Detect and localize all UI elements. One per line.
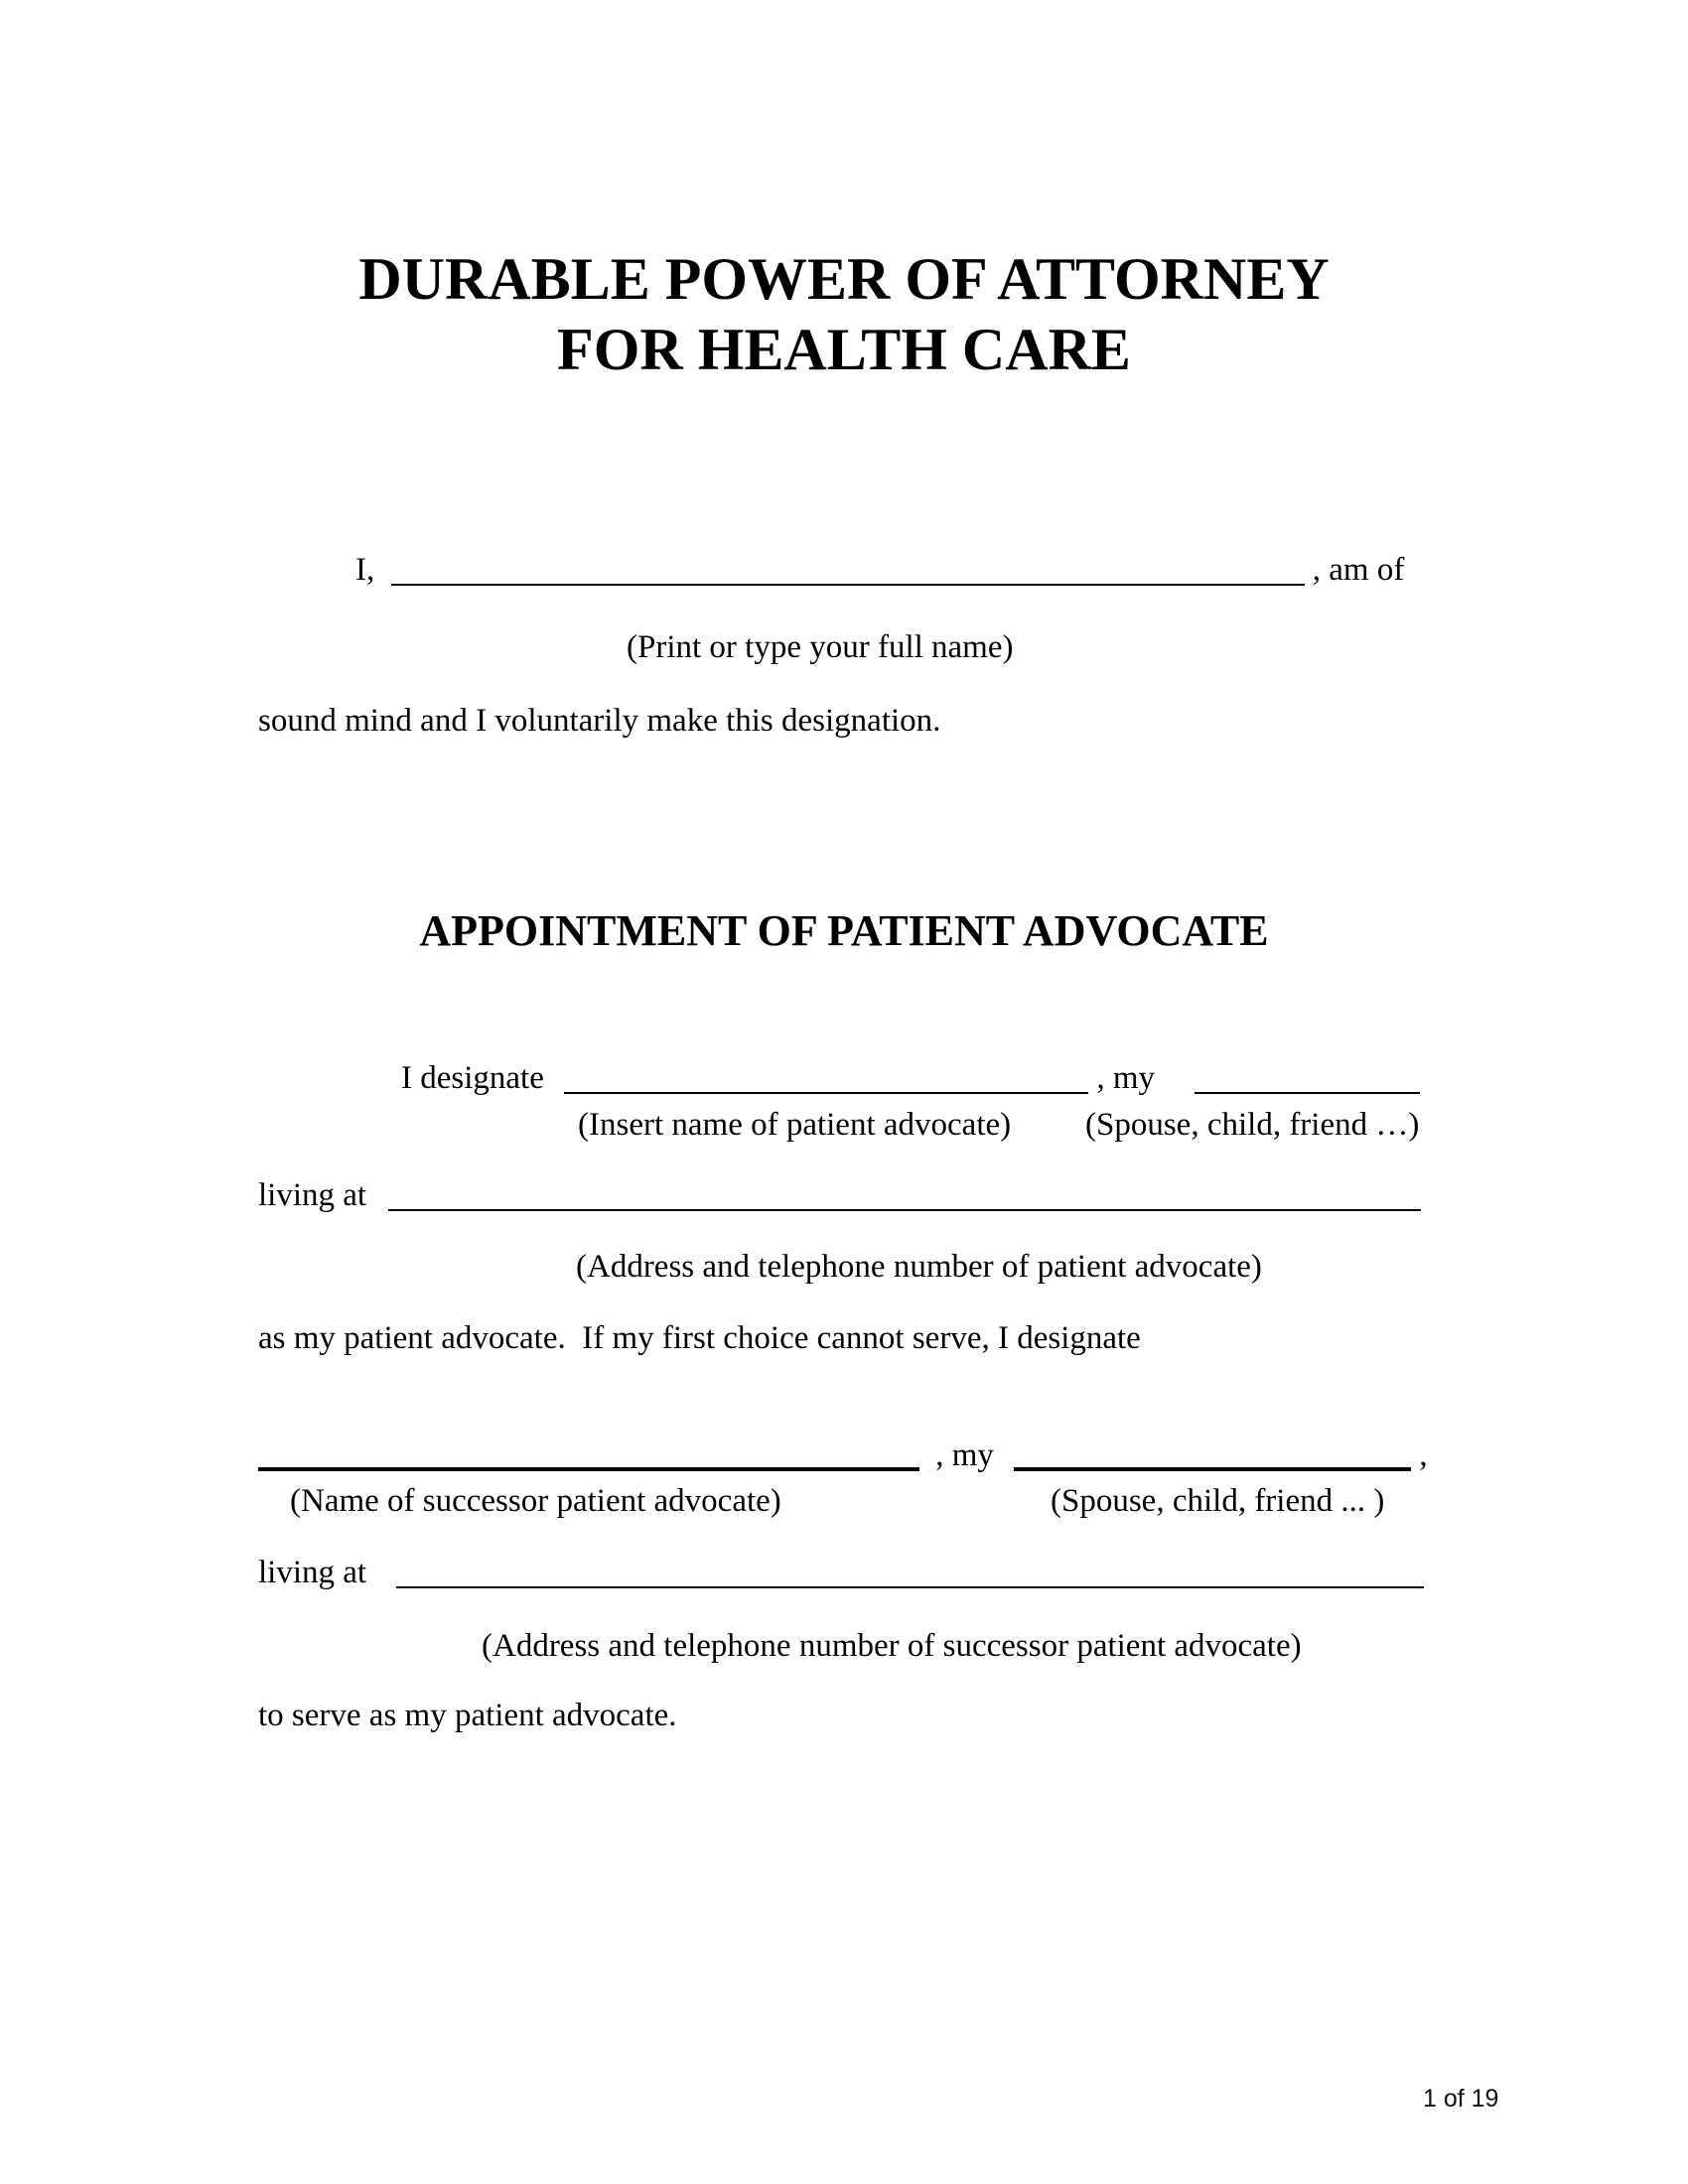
document-title-line2: FOR HEALTH CARE xyxy=(557,317,1131,382)
advocate-address-blank[interactable] xyxy=(388,1181,1421,1211)
successor-relationship-blank[interactable] xyxy=(1014,1439,1411,1471)
section-heading: APPOINTMENT OF PATIENT ADVOCATE xyxy=(419,906,1269,955)
designate-prefix: I designate xyxy=(401,1060,544,1096)
successor-address-blank[interactable] xyxy=(396,1559,1424,1588)
successor-relationship-field-label: (Spouse, child, friend ... ) xyxy=(1051,1483,1385,1519)
fallback-sentence: as my patient advocate. If my first choice cannot serve, I designate xyxy=(258,1320,1141,1356)
successor-trailing-comma: , xyxy=(1419,1437,1428,1473)
successor-address-field-label: (Address and telephone number of successor patient advocate) xyxy=(482,1628,1302,1664)
principal-name-blank[interactable] xyxy=(391,556,1305,586)
declaration-continuation: sound mind and I voluntarily make this designation. xyxy=(258,703,941,739)
advocate-name-blank[interactable] xyxy=(564,1064,1088,1094)
successor-living-at-prefix: living at xyxy=(258,1555,367,1590)
declaration-prefix: I, xyxy=(355,552,375,588)
successor-connector: , my xyxy=(935,1437,994,1473)
declaration-line xyxy=(355,552,1404,589)
advocate-address-field-label: (Address and telephone number of patient advocate) xyxy=(576,1249,1262,1285)
successor-name-field-label: (Name of successor patient advocate) xyxy=(290,1483,781,1519)
designate-line xyxy=(401,1060,1420,1097)
successor-living-at-line xyxy=(258,1555,1424,1591)
document-title-line1: DURABLE POWER OF ATTORNEY xyxy=(358,246,1330,312)
document-title xyxy=(0,244,1688,385)
declaration-suffix: , am of xyxy=(1312,552,1405,588)
living-at-prefix: living at xyxy=(258,1177,367,1213)
advocate-relationship-blank[interactable] xyxy=(1195,1064,1420,1094)
advocate-name-field-label: (Insert name of patient advocate) xyxy=(578,1107,1012,1143)
principal-name-field-label: (Print or type your full name) xyxy=(627,629,1014,665)
advocate-living-at-line xyxy=(258,1177,1421,1214)
designate-connector: , my xyxy=(1096,1060,1156,1096)
closing-sentence: to serve as my patient advocate. xyxy=(258,1698,677,1733)
page-number: 1 of 19 xyxy=(1423,2085,1499,2113)
advocate-relationship-field-label: (Spouse, child, friend …) xyxy=(1085,1107,1420,1143)
successor-name-blank[interactable] xyxy=(258,1439,919,1471)
successor-designate-line xyxy=(258,1437,1428,1474)
